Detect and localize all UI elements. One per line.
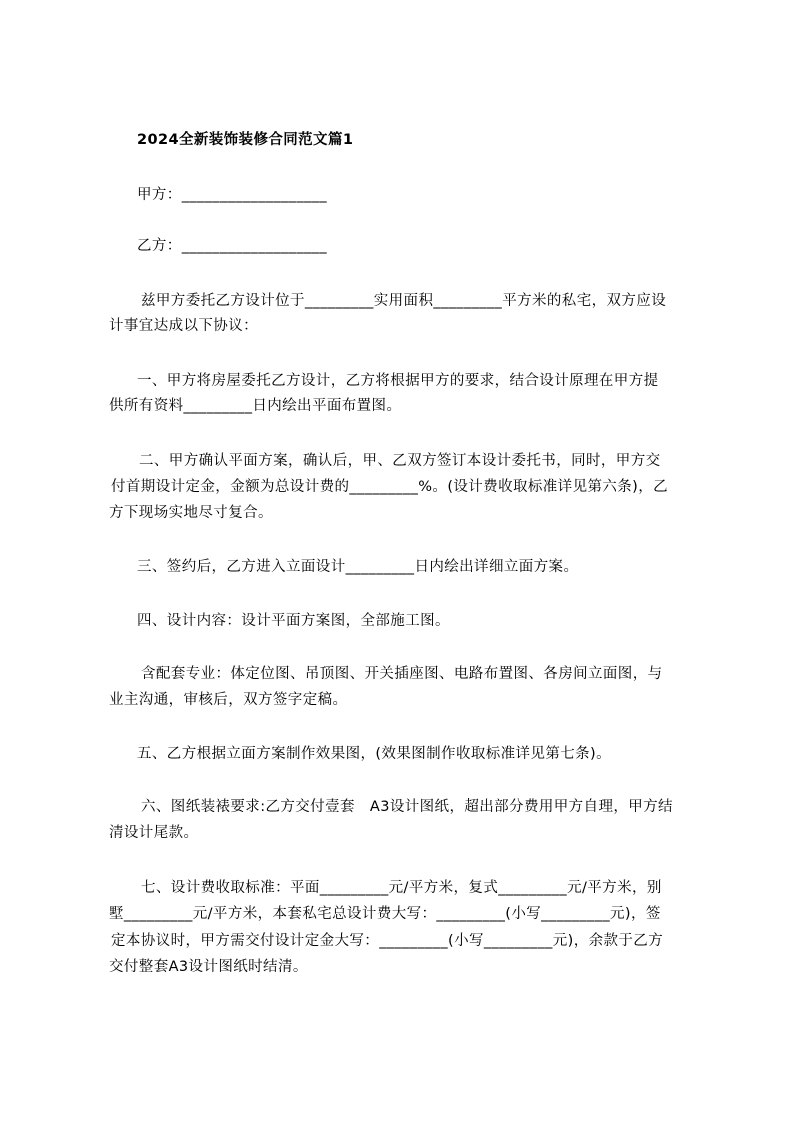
clause-4-line-1: 四、设计内容：设计平面方案图，全部施工图。 xyxy=(137,613,450,629)
clause-6-line-1: 六、图纸装裱要求:乙方交付壹套 A3设计图纸，超出部分费用甲方自理，甲方结 xyxy=(141,799,673,815)
clause-6-line-2: 清设计尾款。 xyxy=(109,825,199,841)
party-b-line: 乙方：___________________ xyxy=(137,238,328,254)
supporting-specialties-line-2: 业主沟通，审核后，双方签字定稿。 xyxy=(109,692,348,708)
clause-1-line-2: 供所有资料_________日内绘出平面布置图。 xyxy=(109,398,402,414)
intro-paragraph-line-2: 计事宜达成以下协议： xyxy=(109,318,258,334)
clause-2-line-2: 付首期设计定金，金额为总设计费的_________%。(设计费收取标准详见第六条)，乙 xyxy=(111,479,669,495)
document-title: 2024全新装饰装修合同范文篇1 xyxy=(137,132,354,148)
intro-paragraph-line-1: 兹甲方委托乙方设计位于_________实用面积_________平方米的私宅，双方应设 xyxy=(141,293,667,309)
clause-3-line-1: 三、签约后，乙方进入立面设计_________日内绘出详细立面方案。 xyxy=(137,559,579,575)
clause-2-line-3: 方下现场实地尽寸复合。 xyxy=(109,505,273,521)
clause-1-line-1: 一、甲方将房屋委托乙方设计，乙方将根据甲方的要求，结合设计原理在甲方提 xyxy=(137,373,659,389)
clause-7-line-2: 墅_________元/平方米，本套私宅总设计费大写：_________(小写_________元)，签 xyxy=(109,906,661,922)
clause-7-line-3: 定本协议时，甲方需交付设计定金大写：_________(小写_________元)，余款于乙方 xyxy=(111,933,664,949)
clause-2-line-1: 二、甲方确认平面方案，确认后，甲、乙双方签订本设计委托书，同时，甲方交 xyxy=(139,453,661,469)
party-a-line: 甲方：___________________ xyxy=(137,187,328,203)
clause-5-line-1: 五、乙方根据立面方案制作效果图，(效果图制作收取标准详见第七条)。 xyxy=(137,746,612,762)
clause-7-line-4: 交付整套A3设计图纸时结清。 xyxy=(109,959,308,975)
supporting-specialties-line-1: 含配套专业：体定位图、吊顶图、开关插座图、电路布置图、各房间立面图，与 xyxy=(141,666,663,682)
clause-7-line-1: 七、设计费收取标准：平面_________元/平方米，复式_________元/平方米，别 xyxy=(141,880,662,896)
